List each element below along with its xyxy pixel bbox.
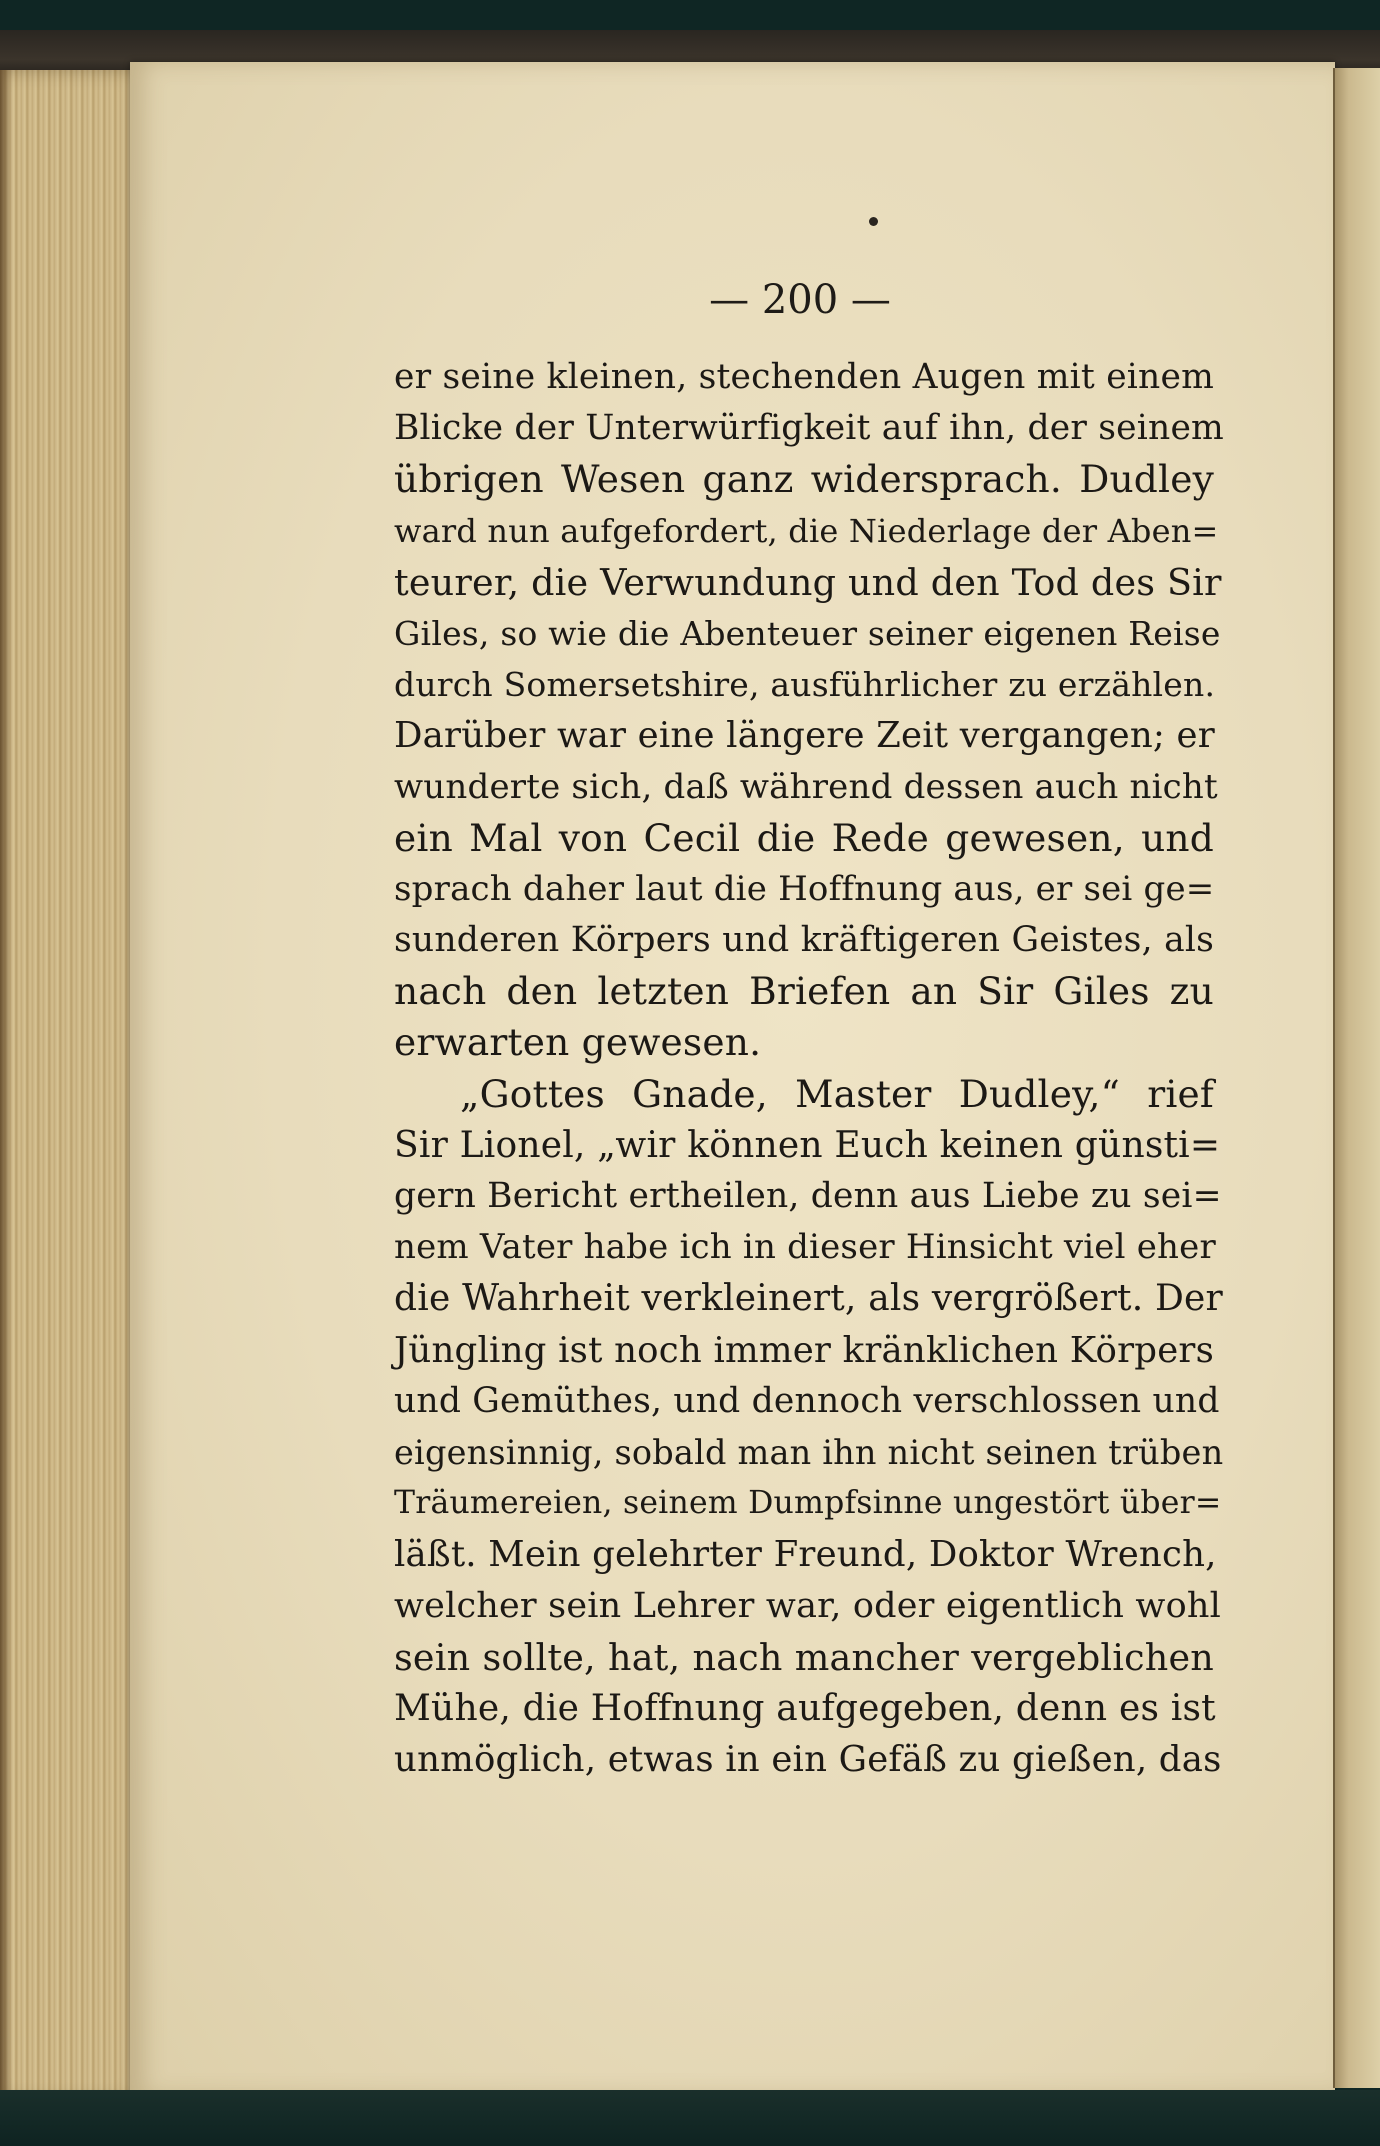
text-line: wunderte sich, daß während dessen auch nicht	[394, 766, 1218, 807]
text-line: die Wahrheit verkleinert, als vergrößert. Der	[394, 1278, 1223, 1320]
page-body-text	[394, 352, 1224, 1785]
text-line: „Gottes Gnade, Master Dudley,“ rief	[460, 1071, 1214, 1116]
text-line: ein Mal von Cecil die Rede gewesen, und	[394, 815, 1214, 860]
book-bottom-edge	[0, 2090, 1380, 2146]
right-page-edge	[1335, 68, 1380, 2088]
text-line: läßt. Mein gelehrter Freund, Doktor Wrench,	[394, 1534, 1217, 1576]
text-line: Blicke der Unterwürfigkeit auf ihn, der seinem	[394, 408, 1224, 449]
text-line: nem Vater habe ich in dieser Hinsicht viel eher	[394, 1227, 1216, 1268]
text-line: Mühe, die Hoffnung aufgegeben, denn es ist	[394, 1687, 1216, 1729]
left-page-stack	[0, 70, 150, 2100]
text-line: Giles, so wie die Abenteuer seiner eigenen Reise	[394, 613, 1221, 653]
text-line: er seine kleinen, stechenden Augen mit einem	[394, 357, 1214, 397]
text-line: eigensinnig, sobald man ihn nicht seinen trüben	[394, 1432, 1224, 1472]
text-line: gern Bericht ertheilen, denn aus Liebe zu sei=	[394, 1176, 1222, 1216]
left-page-stack-shadow	[0, 70, 12, 2100]
text-line: Sir Lionel, „wir können Euch keinen günsti=	[394, 1124, 1221, 1166]
text-line: nach den letzten Briefen an Sir Giles zu	[394, 969, 1214, 1014]
ink-speck	[869, 217, 878, 226]
text-line: unmöglich, etwas in ein Gefäß zu gießen, das	[394, 1739, 1222, 1781]
text-line: erwarten gewesen.	[394, 1020, 762, 1065]
text-line: sein sollte, hat, nach mancher vergeblichen	[394, 1635, 1214, 1679]
text-line: übrigen Wesen ganz widersprach. Dudley	[394, 457, 1214, 502]
text-line: und Gemüthes, und dennoch verschlossen und	[394, 1380, 1220, 1421]
text-line: sunderen Körpers und kräftigeren Geistes, als	[394, 920, 1214, 961]
text-line: Jüngling ist noch immer kränklichen Körpers	[394, 1329, 1214, 1371]
text-line: welcher sein Lehrer war, oder eigentlich wohl	[394, 1585, 1221, 1626]
text-line: sprach daher laut die Hoffnung aus, er sei ge=	[394, 868, 1215, 909]
page-number-header: — 200 —	[709, 277, 891, 323]
text-line: ward nun aufgefordert, die Niederlage der Aben=	[394, 511, 1219, 550]
text-line: durch Somersetshire, ausführlicher zu erzählen.	[394, 665, 1216, 705]
text-line: Darüber war eine längere Zeit vergangen; er	[394, 715, 1215, 757]
text-line: Träumereien, seinem Dumpfsinne ungestört über=	[394, 1485, 1222, 1522]
text-line: teurer, die Verwundung und den Tod des Sir	[394, 560, 1222, 604]
